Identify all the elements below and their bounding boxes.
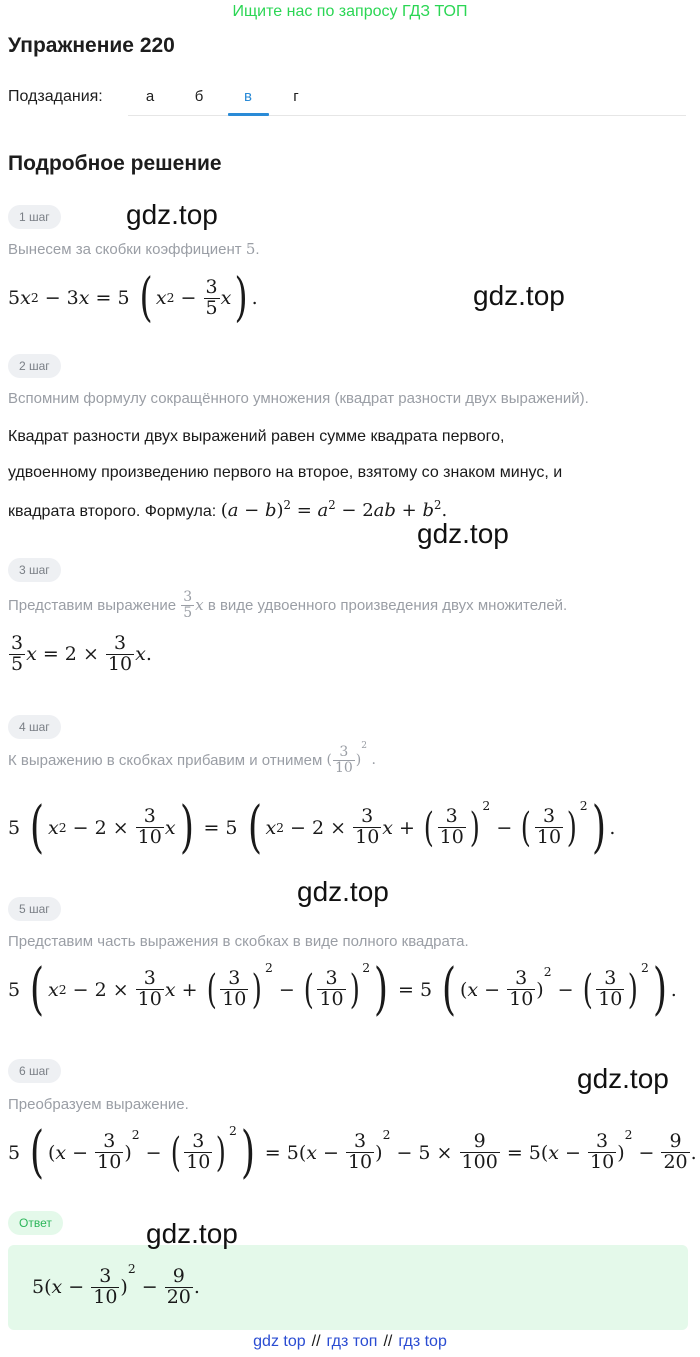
footer-link[interactable]: gdz top bbox=[253, 1333, 306, 1350]
formula: 5 x 2 − 3 x = 5 ( x 2 − 3 5 x ) . bbox=[8, 268, 258, 328]
step-badge: 5 шаг bbox=[8, 897, 61, 921]
step-body: удвоенному произведению первого на второе, взятому со знаком минус, и bbox=[8, 464, 563, 481]
subtasks-label: Подзадания: bbox=[8, 88, 103, 105]
step-badge: 3 шаг bbox=[8, 558, 61, 582]
step-body: квадрата второго. Формула: $(a - b)^2 = a^2 - 2ab + b^2$. bbox=[8, 498, 448, 521]
watermark: gdz.top bbox=[473, 280, 565, 311]
step-badge: 4 шаг bbox=[8, 715, 61, 739]
step-badge: 2 шаг bbox=[8, 354, 61, 378]
footer-link[interactable]: гдз top bbox=[398, 1333, 447, 1350]
tabs-divider bbox=[128, 115, 686, 116]
step-badge: 1 шаг bbox=[8, 205, 61, 229]
footer-link[interactable]: гдз топ bbox=[326, 1333, 378, 1350]
watermark: gdz.top bbox=[126, 199, 218, 230]
step-text: Вынесем за скобки коэффициент 5. bbox=[8, 240, 260, 258]
watermark: gdz.top bbox=[297, 876, 389, 907]
formula: 5 ( ( x − 3 10 ) $^2$ − ( 3 10 ) $^2$ ) = 5( x − 3 10 ) $^2$ − 5 × 9 100 = 5( x − 3 10 ) $^2$ − 9 20 . bbox=[8, 1120, 697, 1185]
answer-formula: 5( x − 3 10 ) $^2$ − 9 20 . bbox=[32, 1262, 200, 1308]
step-body: Квадрат разности двух выражений равен сумме квадрата первого, bbox=[8, 428, 505, 445]
step-text: К выражению в скобках прибавим и отнимем ( 3 10 ) $^2$ . bbox=[8, 741, 376, 776]
tab-b[interactable]: б bbox=[194, 88, 204, 105]
step-badge: 6 шаг bbox=[8, 1059, 61, 1083]
top-banner: Ищите нас по запросу ГДЗ ТОП bbox=[232, 3, 468, 20]
tab-a[interactable]: а bbox=[145, 88, 155, 105]
tab-g[interactable]: г bbox=[293, 88, 299, 105]
watermark: gdz.top bbox=[146, 1218, 238, 1249]
active-tab-indicator bbox=[228, 113, 269, 116]
section-title: Подробное решение bbox=[8, 152, 222, 175]
formula: 3 5 x = 2 × 3 10 x . bbox=[11, 632, 152, 675]
step-text: Представим выражение 3 5 x в виде удвоенного произведения двух множителей. bbox=[8, 589, 568, 621]
step-text: Преобразуем выражение. bbox=[8, 1096, 189, 1113]
step-text: Представим часть выражения в скобках в виде полного квадрата. bbox=[8, 933, 469, 950]
tab-v[interactable]: в bbox=[244, 88, 252, 105]
footer-links: gdz top // гдз топ // гдз top bbox=[253, 1333, 447, 1350]
step-text: Вспомним формулу сокращённого умножения (квадрат разности двух выражений). bbox=[8, 390, 589, 407]
watermark: gdz.top bbox=[577, 1063, 669, 1094]
formula: 5 ( x 2 − 2 × 3 10 x ) = 5 ( x 2 − 2 × 3 10 x + ( 3 10 ) $^2$ − ( 3 10 ) $^2$ ) . bbox=[8, 795, 616, 860]
watermark: gdz.top bbox=[417, 518, 509, 549]
page-title: Упражнение 220 bbox=[8, 34, 175, 57]
answer-badge: Ответ bbox=[8, 1211, 63, 1235]
formula: 5 ( x 2 − 2 × 3 10 x + ( 3 10 ) $^2$ − ( 3 10 ) $^2$ ) = 5 ( ( x − 3 10 ) $^2$ − ( 3 10 ) $^2$ ) . bbox=[8, 957, 677, 1022]
